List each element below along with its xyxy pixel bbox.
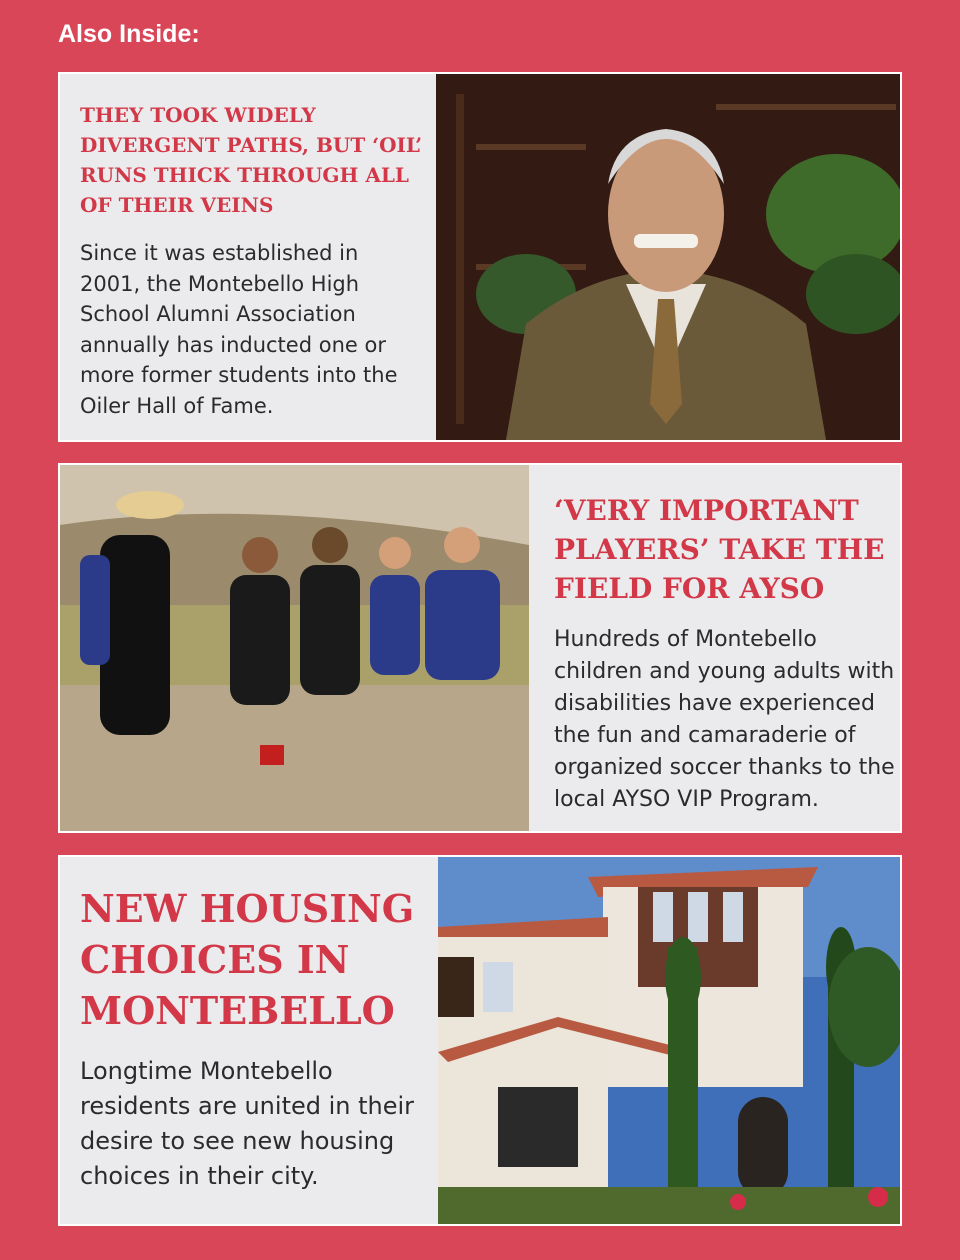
soccer-image — [60, 465, 529, 831]
story-summary: Since it was established in 2001, the Montebello High School Alumni Association annually has inducted one or more former students into the Oiler Hall of Fame. — [80, 241, 398, 418]
story-photo-soccer[interactable] — [60, 465, 529, 831]
story-summary: Hundreds of Montebello children and young adults with disabilities have experienced the fun and camaraderie of organized soccer thanks to the local AYSO VIP Program. — [554, 627, 895, 812]
story-card-ayso[interactable] — [58, 463, 902, 833]
story-text — [80, 100, 425, 421]
story-headline[interactable]: NEW HOUSING CHOICES IN MONTEBELLO — [80, 886, 415, 1033]
story-text — [554, 491, 899, 816]
section-label: Also Inside: — [58, 20, 200, 48]
story-card-hall-of-fame[interactable] — [58, 72, 902, 442]
story-headline[interactable]: THEY TOOK WIDELY DIVERGENT PATHS, BUT ‘OIL’ RUNS THICK THROUGH ALL OF THEIR VEINS — [80, 103, 423, 217]
story-photo-housing[interactable] — [438, 857, 902, 1224]
story-photo-alumnus[interactable] — [436, 74, 902, 440]
story-text — [80, 883, 425, 1194]
story-summary: Longtime Montebello residents are united in their desire to see new housing choices in their city. — [80, 1057, 415, 1190]
portrait-image — [436, 74, 902, 440]
house-image — [438, 857, 902, 1224]
story-card-housing[interactable] — [58, 855, 902, 1226]
story-headline[interactable]: ‘VERY IMPORTANT PLAYERS’ TAKE THE FIELD FOR AYSO — [554, 494, 885, 605]
